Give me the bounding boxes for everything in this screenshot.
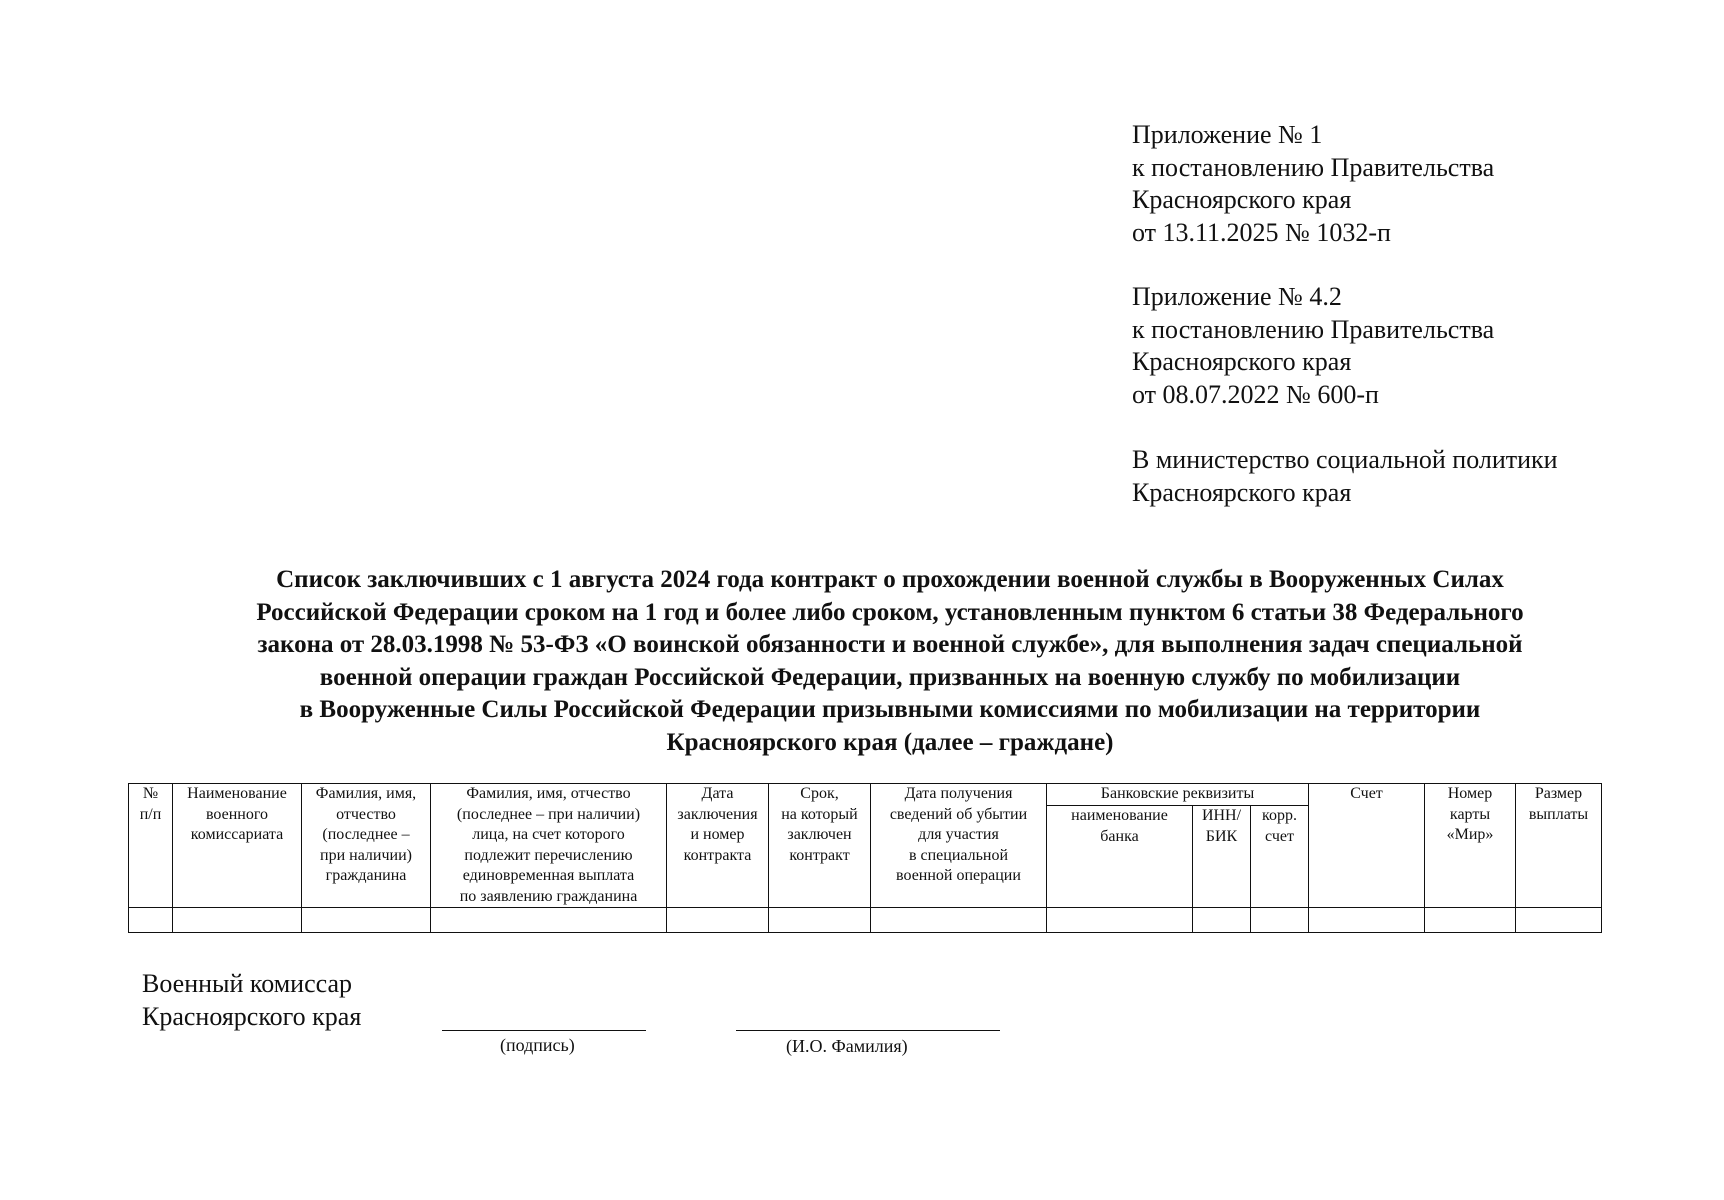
header-bank-details: Банковские реквизиты bbox=[1047, 784, 1309, 806]
cell-citizen-name[interactable] bbox=[302, 908, 431, 933]
annex-2-line: Красноярского края bbox=[1132, 347, 1352, 376]
cell-commissariat[interactable] bbox=[173, 908, 302, 933]
signatory-line: Военный комиссар bbox=[142, 969, 353, 998]
header-payment-amount: Размер выплаты bbox=[1516, 784, 1602, 908]
title-line: Список заключивших с 1 августа 2024 года контракт о прохождении военной службы в Вооруженных Силах bbox=[276, 566, 1504, 593]
name-caption: (И.О. Фамилия) bbox=[786, 1036, 908, 1056]
citizens-list-table bbox=[128, 783, 1602, 933]
header-contract-date: Дата заключения и номер контракта bbox=[667, 784, 769, 908]
title-line: Российской Федерации сроком на 1 год и более либо сроком, установленным пунктом 6 статьи 38 Федерального bbox=[256, 598, 1524, 626]
signature-caption: (подпись) bbox=[500, 1035, 575, 1055]
header-inn-bik: ИНН/ БИК bbox=[1193, 806, 1251, 908]
annex-1-line: от 13.11.2025 № 1032-п bbox=[1132, 217, 1391, 247]
header-citizen-name: Фамилия, имя, отчество (последнее – при наличии) гражданина bbox=[302, 784, 431, 908]
signatory-line: Красноярского края bbox=[142, 1002, 362, 1031]
cell-recipient-name[interactable] bbox=[431, 908, 667, 933]
header-commissariat: Наименование военного комиссариата bbox=[173, 784, 302, 908]
title-line: военной операции граждан Российской Федерации, призванных на военную службу по мобилизации bbox=[319, 663, 1461, 691]
addressee bbox=[1132, 444, 1558, 509]
document-title bbox=[100, 564, 1680, 759]
title-line: Красноярского края (далее – граждане) bbox=[666, 728, 1114, 756]
cell-departure-date[interactable] bbox=[871, 908, 1047, 933]
cell-corr-account[interactable] bbox=[1251, 908, 1309, 933]
annex-1-line: Приложение № 1 bbox=[1132, 120, 1323, 149]
annex-4-2-reference bbox=[1132, 281, 1494, 411]
cell-account[interactable] bbox=[1309, 908, 1425, 933]
cell-number[interactable] bbox=[129, 908, 173, 933]
signatory-title bbox=[142, 967, 361, 1033]
header-contract-term: Срок, на который заключен контракт bbox=[769, 784, 871, 908]
header-corr-account: корр. счет bbox=[1251, 806, 1309, 908]
header-mir-card: Номер карты «Мир» bbox=[1425, 784, 1516, 908]
annex-2-line: Приложение № 4.2 bbox=[1132, 282, 1342, 311]
signature-line[interactable] bbox=[442, 1030, 646, 1031]
annex-1-reference bbox=[1132, 119, 1494, 249]
cell-contract-date[interactable] bbox=[667, 908, 769, 933]
header-recipient-name: Фамилия, имя, отчество (последнее – при наличии) лица, на счет которого подлежит перечислению единовременная выплата по заявлению гражданина bbox=[431, 784, 667, 908]
annex-2-line: к постановлению Правительства bbox=[1132, 314, 1495, 344]
annex-1-line: к постановлению Правительства bbox=[1132, 152, 1495, 182]
header-departure-date: Дата получения сведений об убытии для участия в специальной военной операции bbox=[871, 784, 1047, 908]
cell-inn-bik[interactable] bbox=[1193, 908, 1251, 933]
cell-contract-term[interactable] bbox=[769, 908, 871, 933]
header-bank-name: наименование банка bbox=[1047, 806, 1193, 908]
name-line[interactable] bbox=[736, 1030, 1000, 1031]
addressee-line: Красноярского края bbox=[1132, 477, 1352, 507]
header-account: Счет bbox=[1309, 784, 1425, 908]
addressee-line: В министерство социальной политики bbox=[1132, 445, 1558, 474]
cell-payment-amount[interactable] bbox=[1516, 908, 1602, 933]
cell-bank-name[interactable] bbox=[1047, 908, 1193, 933]
header-number: № п/п bbox=[129, 784, 173, 908]
annex-1-line: Красноярского края bbox=[1132, 185, 1352, 214]
title-line: в Вооруженные Силы Российской Федерации призывными комиссиями по мобилизации на территории bbox=[299, 696, 1481, 723]
cell-mir-card[interactable] bbox=[1425, 908, 1516, 933]
title-line: закона от 28.03.1998 № 53-ФЗ «О воинской обязанности и военной службе», для выполнения задач специальной bbox=[257, 631, 1523, 658]
annex-2-line: от 08.07.2022 № 600-п bbox=[1132, 379, 1379, 409]
table-row bbox=[129, 908, 1602, 933]
